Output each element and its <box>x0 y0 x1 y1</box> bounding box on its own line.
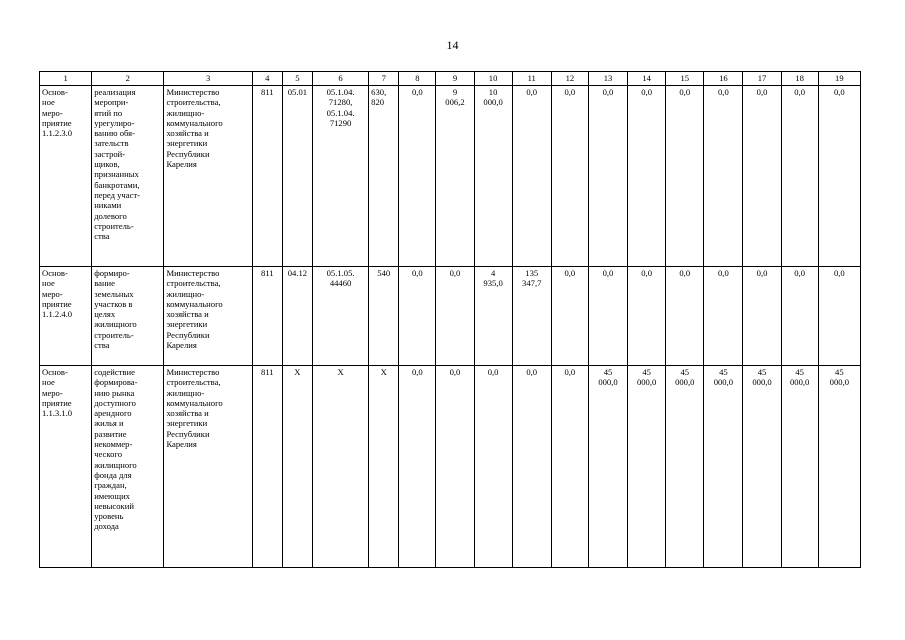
budget-table <box>39 71 861 568</box>
column-header: 1 <box>40 72 92 86</box>
column-header: 12 <box>551 72 588 86</box>
executor-cell: Министерство строительства, жилищно- коммунального хозяйства и энергетики Республики Карелия <box>164 267 252 366</box>
value-cell: 45 000,0 <box>743 366 781 568</box>
value-cell: 0,0 <box>474 366 512 568</box>
value-cell: 0,0 <box>436 267 474 366</box>
value-cell: 0,0 <box>399 86 436 267</box>
grbs-cell: 811 <box>252 267 282 366</box>
header-row <box>40 72 861 86</box>
rzpr-cell: Х <box>282 366 312 568</box>
activity-cell: Основ- ное меро- приятие 1.1.2.4.0 <box>40 267 92 366</box>
table-row <box>40 267 861 366</box>
table-row <box>40 366 861 568</box>
value-cell: 0,0 <box>588 267 627 366</box>
column-header: 15 <box>666 72 704 86</box>
csr-cell: 05.1.04. 71280, 05.1.04. 71290 <box>312 86 368 267</box>
column-header: 19 <box>818 72 860 86</box>
description-cell: реализация меропри- ятий по урегулиро- ванию обя- зательств застрой- щиков, признанных банкротами, перед участ- никами долевого строитель- ства <box>92 86 164 267</box>
value-cell: 0,0 <box>704 267 743 366</box>
value-cell: 0,0 <box>551 366 588 568</box>
value-cell: 0,0 <box>551 86 588 267</box>
value-cell: 0,0 <box>551 267 588 366</box>
rzpr-cell: 05.01 <box>282 86 312 267</box>
column-header: 14 <box>628 72 666 86</box>
value-cell: 0,0 <box>781 267 818 366</box>
value-cell: 0,0 <box>743 267 781 366</box>
vr-cell: 630, 820 <box>369 86 399 267</box>
column-header: 8 <box>399 72 436 86</box>
value-cell: 45 000,0 <box>628 366 666 568</box>
grbs-cell: 811 <box>252 86 282 267</box>
executor-cell: Министерство строительства, жилищно- коммунального хозяйства и энергетики Республики Карелия <box>164 366 252 568</box>
value-cell: 9 006,2 <box>436 86 474 267</box>
description-cell: формиро- вание земельных участков в целях жилищного строитель- ства <box>92 267 164 366</box>
value-cell: 0,0 <box>743 86 781 267</box>
rzpr-cell: 04.12 <box>282 267 312 366</box>
column-header: 2 <box>92 72 164 86</box>
column-header: 4 <box>252 72 282 86</box>
column-header: 5 <box>282 72 312 86</box>
value-cell: 0,0 <box>704 86 743 267</box>
value-cell: 45 000,0 <box>781 366 818 568</box>
vr-cell: 540 <box>369 267 399 366</box>
value-cell: 45 000,0 <box>818 366 860 568</box>
value-cell: 0,0 <box>666 86 704 267</box>
grbs-cell: 811 <box>252 366 282 568</box>
value-cell: 0,0 <box>588 86 627 267</box>
description-cell: содействие формирова- нию рынка доступного арендного жилья и развитие некоммер- ческого жилищного фонда для граждан, имеющих невысокий уровень дохода <box>92 366 164 568</box>
value-cell: 135 347,7 <box>512 267 551 366</box>
csr-cell: Х <box>312 366 368 568</box>
value-cell: 0,0 <box>818 86 860 267</box>
value-cell: 0,0 <box>399 267 436 366</box>
value-cell: 10 000,0 <box>474 86 512 267</box>
value-cell: 0,0 <box>512 366 551 568</box>
column-header: 6 <box>312 72 368 86</box>
column-header: 3 <box>164 72 252 86</box>
column-header: 9 <box>436 72 474 86</box>
table-row <box>40 86 861 267</box>
column-header: 17 <box>743 72 781 86</box>
value-cell: 0,0 <box>628 267 666 366</box>
activity-cell: Основ- ное меро- приятие 1.1.3.1.0 <box>40 366 92 568</box>
column-header: 10 <box>474 72 512 86</box>
value-cell: 45 000,0 <box>704 366 743 568</box>
column-header: 16 <box>704 72 743 86</box>
value-cell: 4 935,0 <box>474 267 512 366</box>
page-number: 14 <box>446 38 459 52</box>
activity-cell: Основ- ное меро- приятие 1.1.2.3.0 <box>40 86 92 267</box>
executor-cell: Министерство строительства, жилищно- коммунального хозяйства и энергетики Республики Карелия <box>164 86 252 267</box>
column-header: 13 <box>588 72 627 86</box>
vr-cell: Х <box>369 366 399 568</box>
value-cell: 45 000,0 <box>588 366 627 568</box>
value-cell: 0,0 <box>436 366 474 568</box>
csr-cell: 05.1.05. 44460 <box>312 267 368 366</box>
value-cell: 45 000,0 <box>666 366 704 568</box>
column-header: 11 <box>512 72 551 86</box>
column-header: 18 <box>781 72 818 86</box>
value-cell: 0,0 <box>781 86 818 267</box>
value-cell: 0,0 <box>818 267 860 366</box>
value-cell: 0,0 <box>666 267 704 366</box>
column-header: 7 <box>369 72 399 86</box>
value-cell: 0,0 <box>512 86 551 267</box>
value-cell: 0,0 <box>628 86 666 267</box>
value-cell: 0,0 <box>399 366 436 568</box>
